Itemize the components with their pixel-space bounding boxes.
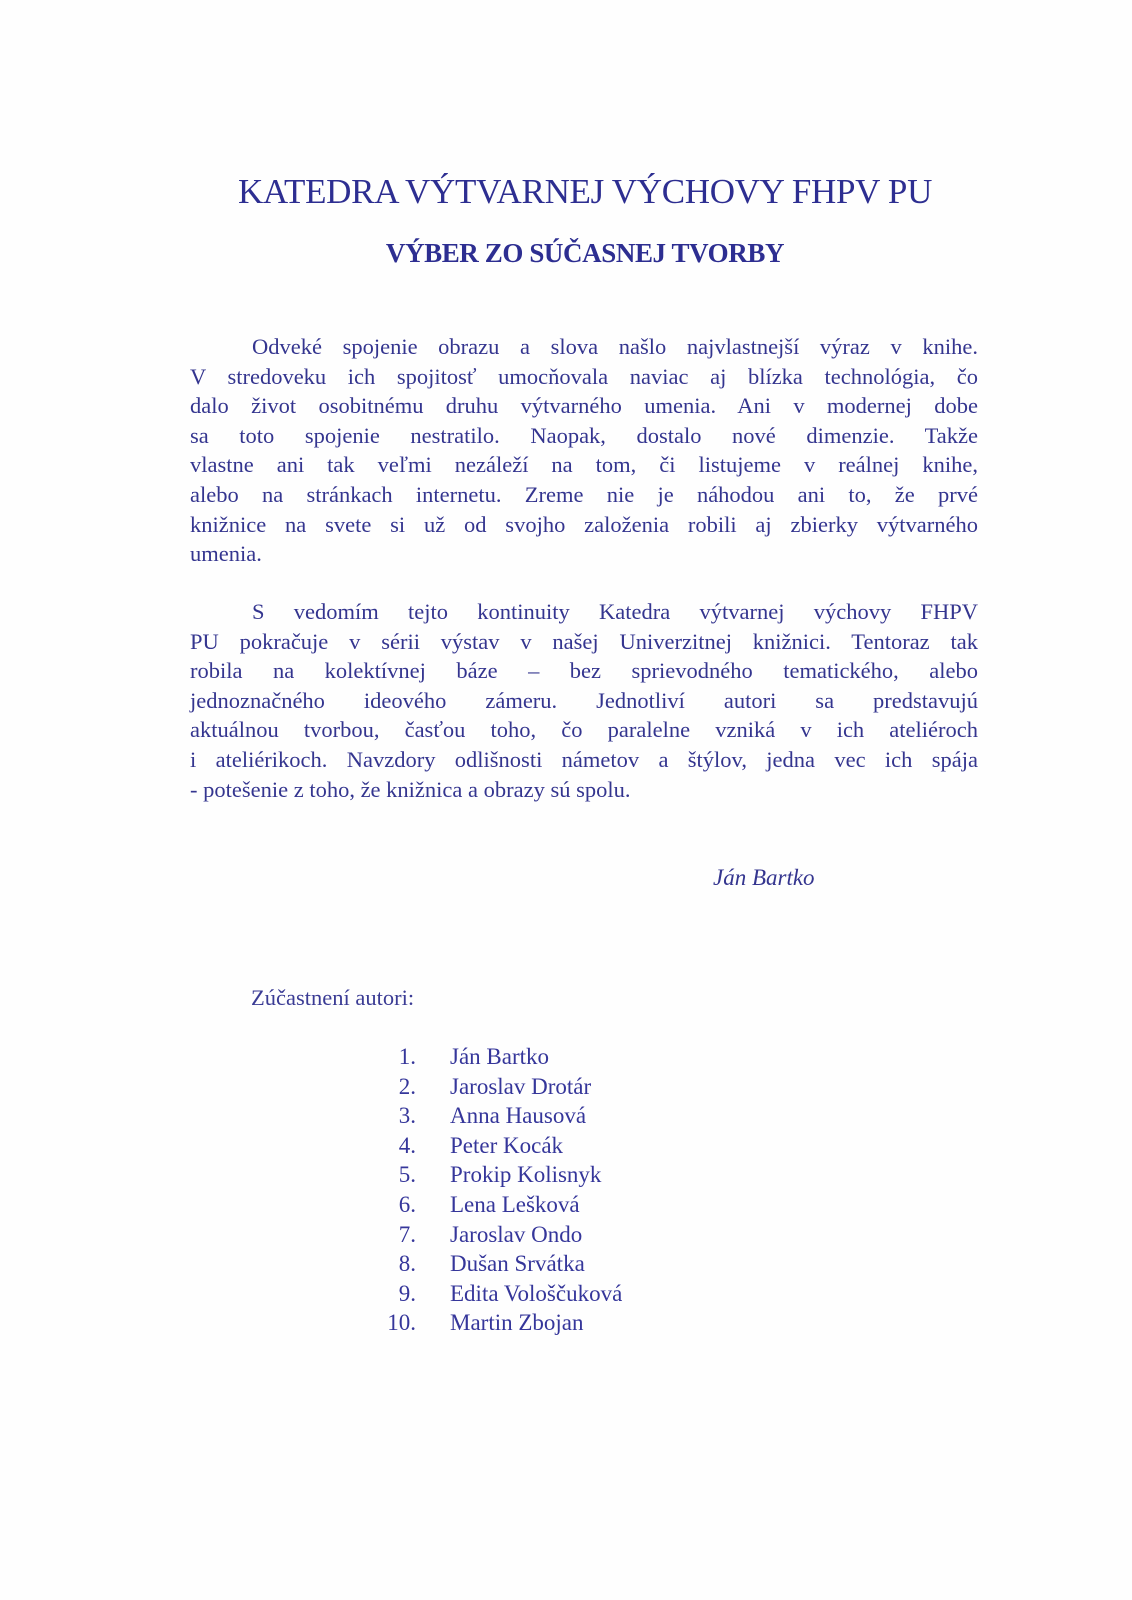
paragraph-intro bbox=[190, 332, 978, 569]
text-line: sa toto spojenie nestratilo. Naopak, dostalo nové dimenzie. Takže bbox=[190, 422, 978, 448]
author-item bbox=[370, 1042, 622, 1072]
text-line: knižnice na svete si už od svojho založenia robili aj zbierky výtvarného bbox=[190, 511, 978, 537]
author-item bbox=[370, 1072, 622, 1102]
author-number: 1. bbox=[398, 1044, 416, 1069]
author-name: Lena Lešková bbox=[450, 1191, 580, 1217]
author-item bbox=[370, 1101, 622, 1131]
text-line: V stredoveku ich spojitosť umocňovala naviac aj blízka technológia, čo bbox=[190, 363, 978, 389]
author-signature: Ján Bartko bbox=[713, 865, 815, 890]
author-item bbox=[370, 1308, 622, 1338]
text-line: vlastne ani tak veľmi nezáleží na tom, či listujeme v reálnej knihe, bbox=[190, 452, 978, 478]
text-line: robila na kolektívnej báze – bez sprievodného tematického, alebo bbox=[190, 658, 978, 684]
author-name: Martin Zbojan bbox=[450, 1310, 584, 1336]
author-name: Ján Bartko bbox=[450, 1044, 550, 1069]
author-number: 7. bbox=[398, 1221, 416, 1247]
authors-heading: Zúčastnení autori: bbox=[251, 985, 415, 1010]
text-line: S vedomím tejto kontinuity Katedra výtvarnej výchovy FHPV bbox=[252, 599, 978, 624]
author-name: Anna Hausová bbox=[450, 1103, 587, 1129]
author-number: 2. bbox=[398, 1073, 416, 1099]
author-item bbox=[370, 1220, 622, 1250]
author-number: 4. bbox=[398, 1132, 416, 1158]
document-subtitle: VÝBER ZO SÚČASNEJ TVORBY bbox=[385, 238, 785, 268]
document-title: KATEDRA VÝTVARNEJ VÝCHOVY FHPV PU bbox=[237, 172, 933, 211]
text-line: i ateliérikoch. Navzdory odlišnosti námetov a štýlov, jedna vec ich spája bbox=[190, 746, 978, 772]
author-number: 5. bbox=[398, 1162, 416, 1188]
author-name: Edita Vološčuková bbox=[450, 1280, 623, 1306]
author-number: 3. bbox=[398, 1103, 416, 1129]
author-number: 8. bbox=[398, 1251, 416, 1277]
author-name: Peter Kocák bbox=[450, 1132, 564, 1158]
paragraph-exhibition bbox=[190, 597, 978, 804]
text-line: jednoznačného ideového zámeru. Jednotliví autori sa predstavujú bbox=[190, 687, 978, 713]
text-line: PU pokračuje v sérii výstav v našej Univerzitnej knižnici. Tentoraz tak bbox=[190, 628, 978, 654]
author-name: Dušan Srvátka bbox=[450, 1251, 585, 1277]
authors-list bbox=[370, 1042, 622, 1338]
author-name: Jaroslav Ondo bbox=[450, 1221, 583, 1247]
author-item bbox=[370, 1160, 622, 1190]
author-item bbox=[370, 1249, 622, 1279]
text-line: - potešenie z toho, že knižnica a obrazy sú spolu. bbox=[190, 776, 631, 802]
author-number: 9. bbox=[398, 1280, 416, 1306]
author-item bbox=[370, 1190, 622, 1220]
author-item bbox=[370, 1131, 622, 1161]
author-number: 10. bbox=[387, 1310, 416, 1336]
text-line: aktuálnou tvorbou, časťou toho, čo paralelne vzniká v ich ateliéroch bbox=[190, 717, 978, 743]
author-item bbox=[370, 1279, 622, 1309]
text-line: alebo na stránkach internetu. Zreme nie je náhodou ani to, že prvé bbox=[190, 481, 978, 507]
text-line: dalo život osobitnému druhu výtvarného umenia. Ani v modernej dobe bbox=[190, 393, 978, 419]
text-line: umenia. bbox=[190, 541, 262, 567]
author-number: 6. bbox=[398, 1191, 416, 1217]
author-name: Jaroslav Drotár bbox=[450, 1073, 592, 1099]
author-name: Prokip Kolisnyk bbox=[450, 1162, 602, 1188]
text-line: Odveké spojenie obrazu a slova našlo najvlastnejší výraz v knihe. bbox=[252, 334, 978, 359]
